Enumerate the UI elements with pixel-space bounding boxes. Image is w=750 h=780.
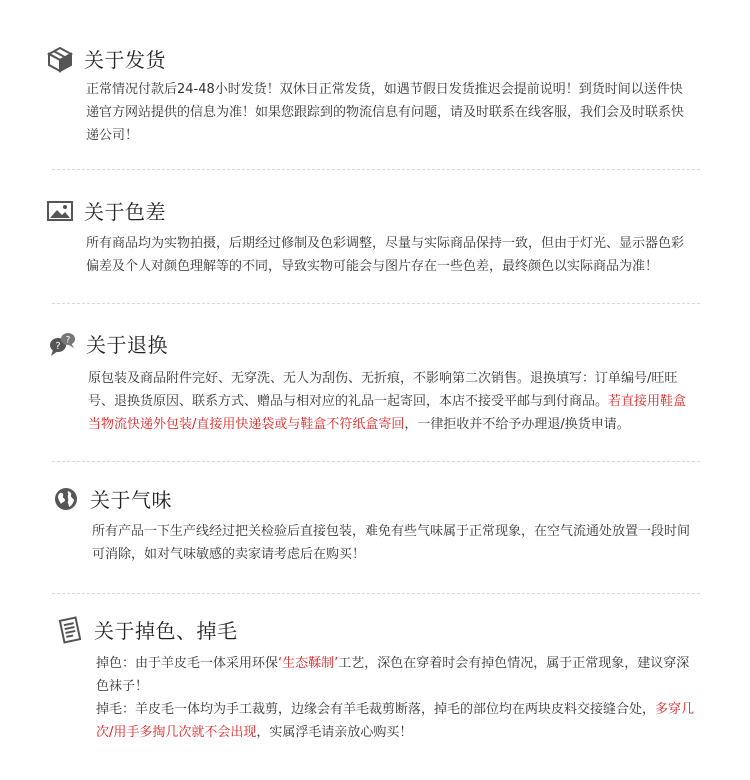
paragraph-text: 工艺，深色在穿着时会有掉色情况，属于正常现象，建议穿深色袜子！	[96, 656, 690, 694]
svg-text:?: ?	[65, 335, 71, 345]
highlight-text: ‘生态鞣制’	[278, 656, 339, 671]
section-fading-header	[56, 615, 238, 644]
divider	[52, 303, 700, 304]
svg-text:?: ?	[55, 340, 61, 352]
chat-question-icon	[48, 330, 76, 358]
section-return-text	[88, 367, 692, 436]
warning-text: 若直接用鞋盒当物流快递外包装/直接用快递袋或与鞋盒不符纸盒寄回	[88, 394, 687, 432]
section-color-text	[86, 232, 690, 278]
image-icon	[46, 197, 74, 225]
document-icon	[56, 616, 84, 644]
section-title: 关于气味	[90, 488, 172, 512]
section-shipping-header	[46, 44, 166, 73]
section-title: 关于发货	[84, 48, 166, 72]
divider	[52, 593, 700, 594]
section-title: 关于掉色、掉毛	[94, 619, 238, 643]
paragraph	[96, 652, 700, 698]
section-odor-header	[52, 484, 172, 513]
paragraph: 所有商品均为实物拍摄，后期经过修制及色彩调整，尽量与实际商品保持一致，但由于灯光、显示器色彩偏差及个人对颜色理解等的不同，导致实物可能会与图片存在一些色差，最终颜色以实际商品为准！	[86, 236, 685, 274]
section-color-header	[46, 196, 166, 225]
section-title: 关于退换	[86, 333, 168, 357]
section-odor-text	[92, 520, 696, 566]
highlight-text: 多穿几次/用手多掏几次就不会出现	[96, 702, 695, 740]
section-return-header	[48, 329, 168, 358]
paragraph: 所有产品一下生产线经过把关检验后直接包装，难免有些气味属于正常现象，在空气流通处放置一段时间可消除，如对气味敏感的卖家请考虑后在购买！	[92, 524, 691, 562]
divider	[52, 169, 700, 170]
paragraph-text: 原包装及商品附件完好、无穿洗、无人为刮伤、无折痕，不影响第二次销售。退换填写：订单编号/旺旺号、退换货原因、联系方式、赠品与相对应的礼品一起寄回，本店不接受平邮与到付商品。	[88, 371, 678, 409]
paragraph-text: 掉毛：羊皮毛一体均为手工裁剪，边缘会有羊毛裁剪断落，掉毛的部位均在两块皮料交接缝合处，	[96, 702, 656, 717]
divider	[52, 461, 700, 462]
section-shipping-text	[86, 78, 690, 147]
paragraph-text: ，一律拒收并不给予办理退/换货申请。	[404, 417, 630, 432]
paragraph	[96, 698, 700, 744]
package-icon	[46, 45, 74, 73]
paragraph-text: ，实属浮毛请亲放心购买！	[256, 725, 413, 740]
paragraph: 正常情况付款后24-48小时发货！双休日正常发货，如遇节假日发货推迟会提前说明！到货时间以送件快递官方网站提供的信息为准！如果您跟踪到的物流信息有问题，请及时联系在线客服，我们会及时联系快递公司！	[86, 82, 685, 143]
paragraph-text: 掉色：由于羊皮毛一体采用环保	[96, 656, 279, 671]
section-title: 关于色差	[84, 200, 166, 224]
section-fading-text	[96, 652, 700, 744]
globe-icon	[52, 485, 80, 513]
paragraph	[88, 367, 692, 436]
